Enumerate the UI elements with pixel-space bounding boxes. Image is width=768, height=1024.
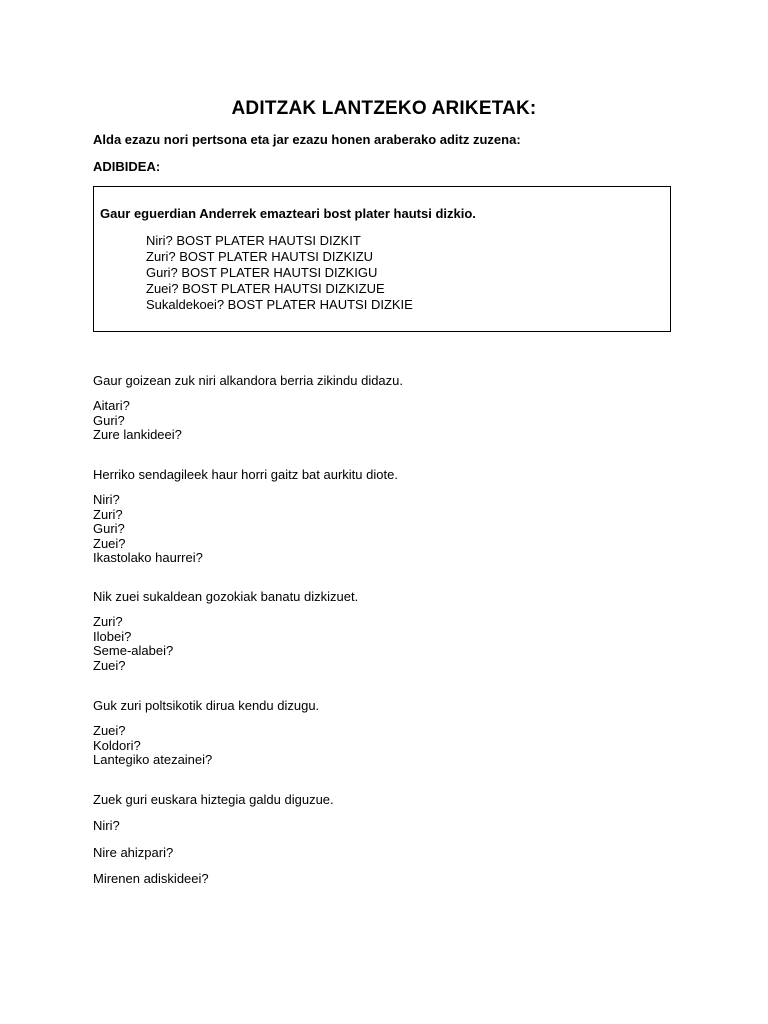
exercise-prompt: Zuri? [93,506,123,522]
exercise-prompt: Aitari? [93,398,130,413]
example-answer: Niri? BOST PLATER HAUTSI DIZKIT [146,233,361,248]
exercise-prompt: Ikastolako haurrei? [93,550,203,565]
exercise-prompts [93,724,212,768]
exercise-prompt: Nire ahizpari? [93,845,174,860]
exercise-prompt: Mirenen adiskideei? [93,871,209,886]
exercise-prompt: Ilobei? [93,628,132,644]
exercise-prompt: Zuei? [93,657,126,673]
exercise-prompt: Niri? [93,818,120,833]
example-answer: Guri? BOST PLATER HAUTSI DIZKIGU [146,265,378,280]
exercise-prompt: Lantegiko atezainei? [93,752,213,767]
exercise-prompt: Zuei? [93,723,126,738]
example-answer: Zuri? BOST PLATER HAUTSI DIZKIZU [146,249,374,264]
exercise-sentence: Guk zuri poltsikotik dirua kendu dizugu. [93,698,320,713]
exercise-sentence: Herriko sendagileek haur horri gaitz bat aurkitu diote. [93,467,398,482]
exercise-prompt: Guri? [93,521,125,536]
exercise-prompt: Guri? [93,412,125,428]
example-heading: ADIBIDEA: [93,159,161,174]
exercise-prompt: Koldori? [93,737,141,753]
exercise-sentence: Zuek guri euskara hiztegia galdu diguzue. [93,792,334,807]
exercise-prompt: Zuei? [93,535,126,551]
exercise-prompt: Niri? [93,492,120,507]
instruction-text: Alda ezazu nori pertsona eta jar ezazu honen araberako aditz zuzena: [93,132,521,147]
exercise-prompt: Zure lankideei? [93,427,182,442]
example-answers [146,233,413,313]
exercise-prompt: Seme-alabei? [93,643,174,658]
example-sentence: Gaur eguerdian Anderrek emazteari bost plater hautsi dizkio. [100,206,476,221]
example-box [93,186,671,332]
exercise-sentence: Nik zuei sukaldean gozokiak banatu dizkizuet. [93,589,359,604]
exercise-sentence: Gaur goizean zuk niri alkandora berria zikindu didazu. [93,373,404,388]
example-answer: Zuei? BOST PLATER HAUTSI DIZKIZUE [146,281,385,296]
example-answer: Sukaldekoei? BOST PLATER HAUTSI DIZKIE [146,297,413,312]
exercise-prompts [93,493,203,566]
page-title: ADITZAK LANTZEKO ARIKETAK: [231,98,537,119]
exercise-prompt: Zuri? [93,614,123,629]
exercise-prompts [93,615,173,673]
exercise-prompts [93,399,182,443]
